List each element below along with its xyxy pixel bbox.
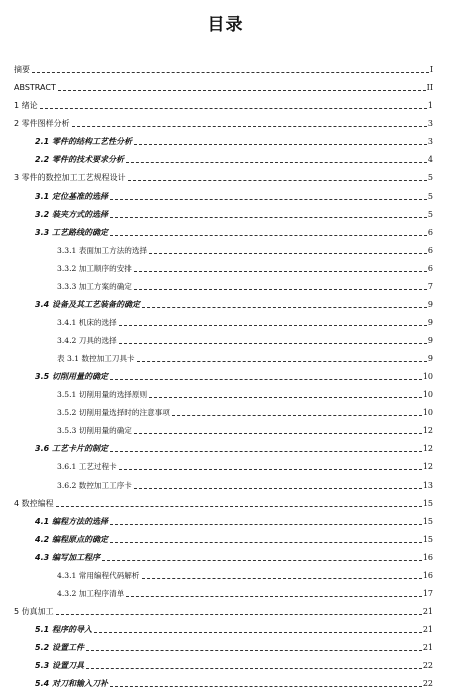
toc-entry-label: 3.5.2 切削用量选择时的注意事项 xyxy=(57,408,170,418)
toc-entry-page-number: 1 xyxy=(427,101,433,111)
toc-entry-label: 3.2 装夹方式的选择 xyxy=(35,209,108,219)
toc-entry[interactable] xyxy=(0,310,451,328)
toc-entry-label: 3.6.2 数控加工工序卡 xyxy=(57,480,132,490)
toc-leader-dots xyxy=(110,198,427,200)
toc-leader-dots xyxy=(119,468,422,470)
toc-title: 目录 xyxy=(207,15,244,35)
toc-entry-page-number: 22 xyxy=(422,679,433,689)
toc-entry[interactable] xyxy=(0,364,451,382)
toc-entry-page-number: 16 xyxy=(422,552,433,562)
toc-entry[interactable] xyxy=(0,509,451,527)
toc-entry-page-number: 21 xyxy=(422,606,433,616)
table-of-contents xyxy=(0,57,451,689)
toc-entry[interactable] xyxy=(0,238,451,256)
toc-entry[interactable] xyxy=(0,165,451,183)
toc-entry[interactable] xyxy=(0,147,451,165)
toc-leader-dots xyxy=(126,595,422,597)
toc-entry-page-number: 22 xyxy=(422,661,433,671)
toc-entry-page-number: 12 xyxy=(422,444,433,454)
toc-leader-dots xyxy=(134,487,422,489)
toc-leader-dots xyxy=(56,505,422,507)
toc-entry[interactable] xyxy=(0,635,451,653)
toc-entry-page-number: 3 xyxy=(427,137,433,147)
toc-entry-page-number: 7 xyxy=(427,281,433,291)
toc-entry-page-number: 9 xyxy=(427,336,433,345)
toc-entry-page-number: 9 xyxy=(427,299,433,309)
toc-entry-label: 3.3 工艺路线的确定 xyxy=(35,227,108,237)
toc-entry-label: 表 3.1 数控加工刀具卡 xyxy=(57,354,135,364)
toc-leader-dots xyxy=(126,161,427,163)
toc-entry-label: 3.3.3 加工方案的确定 xyxy=(57,281,132,291)
toc-entry-page-number: 10 xyxy=(422,408,433,418)
toc-entry-label: 3.5.3 切削用量的确定 xyxy=(57,426,132,436)
toc-entry-page-number: 4 xyxy=(427,155,433,165)
toc-entry[interactable] xyxy=(0,93,451,111)
toc-entry-label: 5.3 设置刀具 xyxy=(35,661,84,671)
toc-entry-page-number: 21 xyxy=(422,625,433,634)
toc-entry-label: 1 绪论 xyxy=(14,101,38,111)
toc-entry-label: 4.3.1 常用编程代码解析 xyxy=(57,570,140,580)
toc-entry[interactable] xyxy=(0,545,451,563)
toc-entry-label: 5.4 对刀和输入刀补 xyxy=(35,679,108,689)
toc-leader-dots xyxy=(134,288,427,290)
toc-entry[interactable] xyxy=(0,563,451,581)
toc-entry[interactable] xyxy=(0,220,451,238)
toc-entry-label: 4 数控编程 xyxy=(14,498,54,508)
toc-entry-page-number: 12 xyxy=(422,426,433,436)
toc-entry[interactable] xyxy=(0,346,451,364)
toc-entry-page-number: II xyxy=(426,83,433,93)
toc-entry-label: 3.3.2 加工顺序的安排 xyxy=(57,263,132,273)
toc-entry-page-number: 6 xyxy=(427,245,433,255)
toc-leader-dots xyxy=(172,414,422,416)
toc-entry-label: 3 零件的数控加工工艺规程设计 xyxy=(14,173,126,183)
toc-leader-dots xyxy=(72,125,427,127)
toc-entry-label: 摘要 xyxy=(14,65,30,75)
toc-entry-page-number: 6 xyxy=(427,263,433,273)
toc-entry-label: 3.4.2 刀具的选择 xyxy=(57,336,117,345)
toc-entry-page-number: 17 xyxy=(422,588,433,598)
toc-entry[interactable] xyxy=(0,454,451,472)
toc-entry-page-number: 3 xyxy=(427,119,433,129)
toc-entry-label: 4.3 编写加工程序 xyxy=(35,552,100,562)
toc-entry-label: 5 仿真加工 xyxy=(14,606,54,616)
toc-entry-label: 5.1 程序的导入 xyxy=(35,625,92,634)
toc-entry-label: 4.2 编程原点的确定 xyxy=(35,534,108,544)
toc-entry-label: 3.4 设备及其工艺装备的确定 xyxy=(35,299,140,309)
toc-entry-label: 5.2 设置工件 xyxy=(35,643,84,653)
toc-entry[interactable] xyxy=(0,472,451,490)
toc-entry-label: 3.6 工艺卡片的制定 xyxy=(35,444,108,454)
toc-entry-label: ABSTRACT xyxy=(14,83,56,93)
toc-leader-dots xyxy=(149,252,427,254)
toc-entry-page-number: 5 xyxy=(427,173,433,183)
toc-leader-dots xyxy=(110,541,422,543)
toc-leader-dots xyxy=(102,559,422,561)
toc-entry-page-number: 6 xyxy=(427,227,433,237)
toc-leader-dots xyxy=(56,613,422,615)
toc-entry[interactable] xyxy=(0,382,451,400)
toc-entry[interactable] xyxy=(0,129,451,147)
toc-entry-label: 3.1 定位基准的选择 xyxy=(35,191,108,201)
toc-entry[interactable] xyxy=(0,274,451,292)
toc-entry[interactable] xyxy=(0,418,451,436)
toc-entry-label: 4.3.2 加工程序清单 xyxy=(57,588,125,598)
toc-entry[interactable] xyxy=(0,183,451,201)
toc-leader-dots xyxy=(110,216,427,218)
toc-entry[interactable] xyxy=(0,671,451,689)
toc-leader-dots xyxy=(134,270,427,272)
toc-entry[interactable] xyxy=(0,57,451,75)
toc-entry-label: 4.1 编程方法的选择 xyxy=(35,516,108,526)
toc-entry[interactable] xyxy=(0,202,451,220)
toc-entry[interactable] xyxy=(0,527,451,545)
toc-leader-dots xyxy=(110,234,427,236)
toc-entry[interactable] xyxy=(0,256,451,274)
toc-entry-label: 3.4.1 机床的选择 xyxy=(57,317,117,327)
toc-leader-dots xyxy=(142,306,427,308)
toc-entry-label: 3.3.1 表面加工方法的选择 xyxy=(57,245,148,255)
toc-leader-dots xyxy=(86,667,422,669)
toc-leader-dots xyxy=(137,360,427,362)
toc-leader-dots xyxy=(94,631,422,633)
toc-entry[interactable] xyxy=(0,617,451,635)
toc-entry-page-number: 15 xyxy=(422,516,433,526)
toc-entry-page-number: 13 xyxy=(422,480,433,490)
toc-leader-dots xyxy=(134,432,422,434)
toc-leader-dots xyxy=(110,378,422,380)
toc-entry-page-number: 5 xyxy=(427,209,433,219)
toc-entry[interactable] xyxy=(0,328,451,346)
toc-entry[interactable] xyxy=(0,111,451,129)
toc-entry-page-number: 9 xyxy=(427,317,433,327)
toc-entry[interactable] xyxy=(0,653,451,671)
toc-leader-dots xyxy=(110,450,422,452)
toc-leader-dots xyxy=(40,107,427,109)
toc-entry[interactable] xyxy=(0,491,451,509)
toc-entry-label: 2.2 零件的技术要求分析 xyxy=(35,155,124,165)
toc-leader-dots xyxy=(134,143,427,145)
toc-entry-page-number: 15 xyxy=(422,534,433,544)
toc-leader-dots xyxy=(110,523,422,525)
toc-leader-dots xyxy=(58,89,426,91)
toc-entry-label: 2 零件图样分析 xyxy=(14,119,70,129)
toc-entry-label: 3.5 切削用量的确定 xyxy=(35,372,108,382)
toc-leader-dots xyxy=(110,685,422,687)
toc-entry[interactable] xyxy=(0,599,451,617)
toc-entry[interactable] xyxy=(0,436,451,454)
toc-entry-label: 3.5.1 切削用量的选择原则 xyxy=(57,390,148,400)
toc-entry[interactable] xyxy=(0,75,451,93)
toc-entry-page-number: 15 xyxy=(422,498,433,508)
toc-leader-dots xyxy=(86,649,422,651)
toc-entry[interactable] xyxy=(0,400,451,418)
toc-entry-page-number: 9 xyxy=(427,354,433,364)
toc-entry-label: 2.1 零件的结构工艺性分析 xyxy=(35,137,132,147)
toc-entry-page-number: 5 xyxy=(427,191,433,201)
toc-entry-page-number: 10 xyxy=(422,390,433,400)
toc-leader-dots xyxy=(32,71,429,73)
toc-leader-dots xyxy=(128,179,427,181)
toc-entry[interactable] xyxy=(0,581,451,599)
toc-entry[interactable] xyxy=(0,292,451,310)
toc-entry-page-number: 10 xyxy=(422,372,433,382)
toc-entry-page-number: I xyxy=(429,65,433,75)
toc-entry-page-number: 12 xyxy=(422,462,433,472)
toc-leader-dots xyxy=(119,342,427,344)
toc-entry-page-number: 21 xyxy=(422,643,433,653)
toc-entry-page-number: 16 xyxy=(422,570,433,580)
toc-leader-dots xyxy=(149,396,422,398)
toc-leader-dots xyxy=(119,324,427,326)
toc-leader-dots xyxy=(142,577,422,579)
toc-entry-label: 3.6.1 工艺过程卡 xyxy=(57,462,117,472)
